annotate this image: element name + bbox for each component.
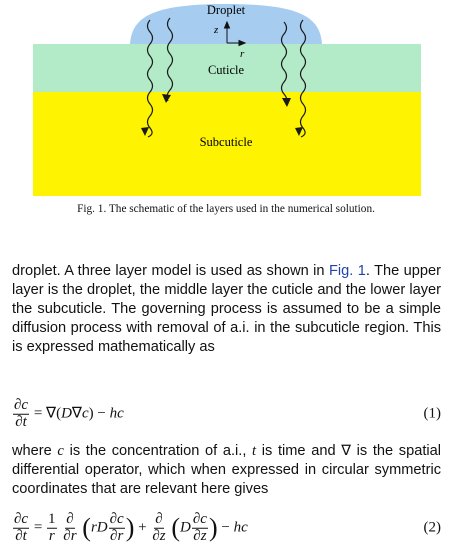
cuticle-label: Cuticle bbox=[207, 63, 245, 77]
equation-1 bbox=[12, 392, 441, 436]
figure-caption: Fig. 1. The schematic of the layers used in the numerical solution. bbox=[77, 203, 375, 215]
equation-1-body: $\frac{\partial c}{\partial t}$ = ∇(D∇c) − hc bbox=[14, 396, 124, 430]
layers-diagram bbox=[0, 0, 452, 200]
paragraph-where: where c is the concentration of a.i., t is time and ∇ is the spatial differential operator, which when expressed in circular symmetric coordinates that are relevant here gives bbox=[12, 443, 441, 497]
paragraph-text: . The upper layer is the droplet, the middle layer the cuticle and the lower layer the subcuticle. The governing process is assumed to be a simple diffusion process with removal of a.i. in the subcuticle region. This is expressed mathematically as bbox=[12, 263, 441, 355]
equation-1-number: (1) bbox=[423, 405, 441, 422]
equation-2 bbox=[12, 506, 441, 550]
z-axis-label: z bbox=[214, 24, 219, 36]
paragraph-model bbox=[12, 262, 441, 357]
equation-2-body: $\frac{\partial c}{\partial t}$ = $\frac{1}{r}$ $\frac{\partial}{\partial r}$ (rD $\frac{\partial c}{\partial r}$ ) + $\frac{\partial}{\partial z}$ (D $\frac{\partial c}{\partial z}$ ) − hc bbox=[14, 510, 248, 544]
equation-2-number: (2) bbox=[423, 519, 441, 536]
droplet-label: Droplet bbox=[206, 3, 246, 17]
layers-figure bbox=[0, 0, 452, 200]
figure-link[interactable]: Fig. 1 bbox=[328, 263, 366, 279]
paragraph-text: droplet. A three layer model is used as shown in bbox=[12, 263, 329, 279]
r-axis-label: r bbox=[240, 48, 245, 60]
subcuticle-label: Subcuticle bbox=[199, 135, 253, 149]
